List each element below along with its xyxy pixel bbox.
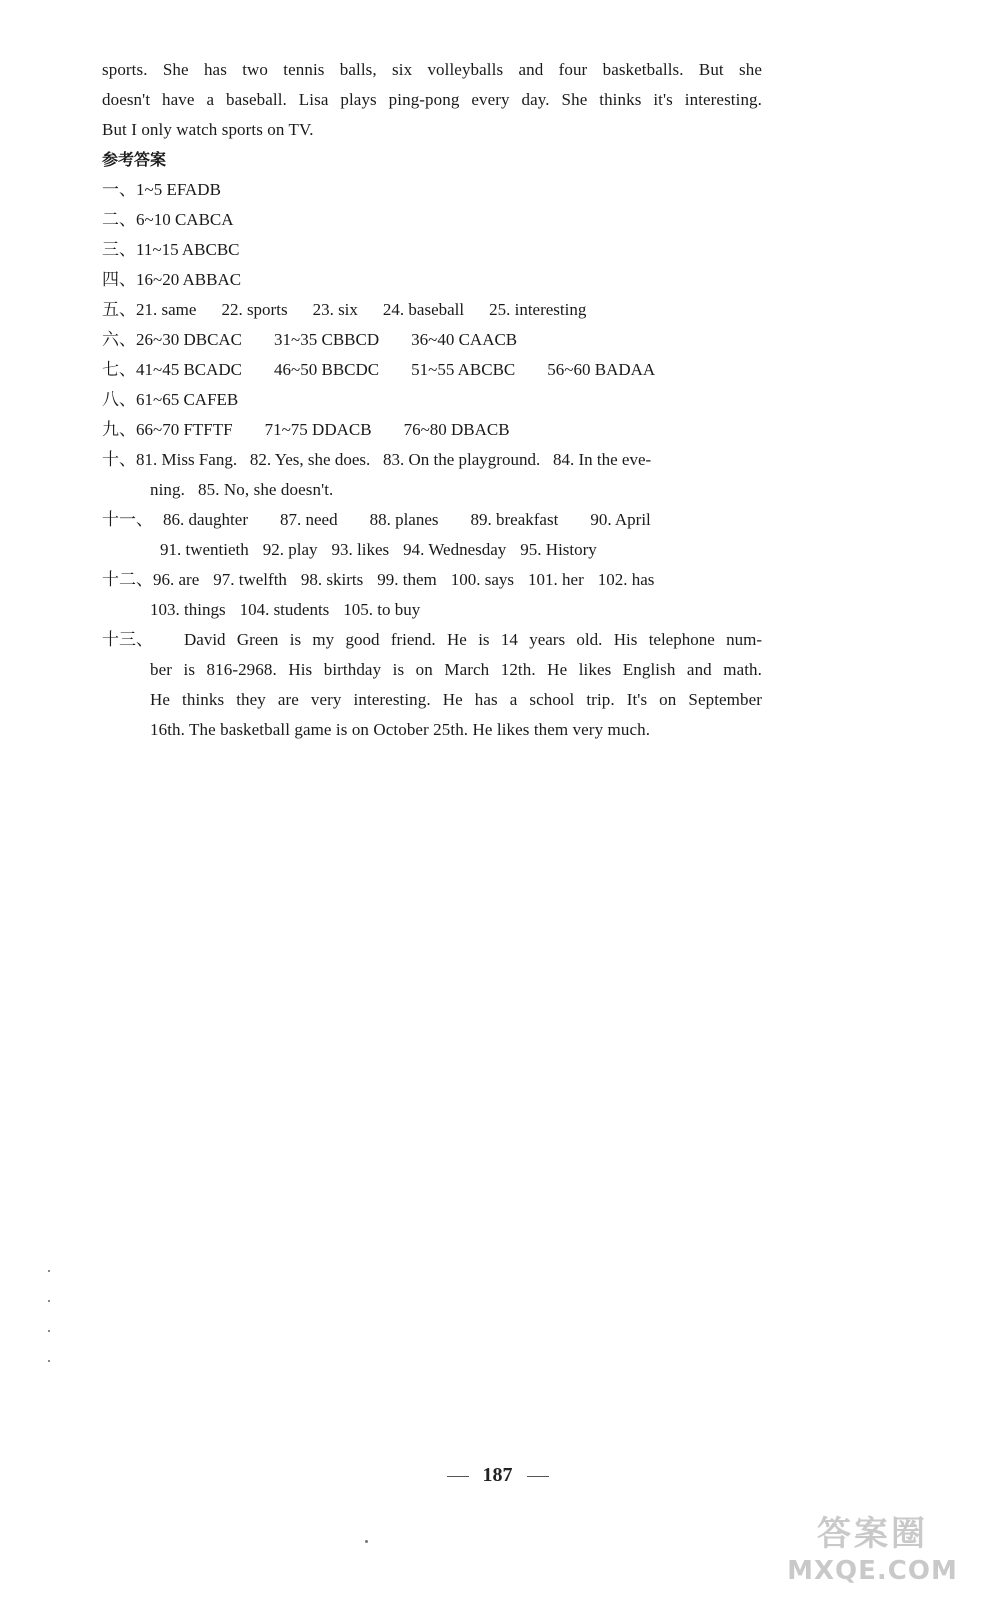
answer-section-13 [102,625,762,655]
answer-item: 96. are [153,570,200,589]
answer-item: 92. play [262,540,318,559]
section-number: 六、 [102,330,136,349]
answer-item: 99. them [377,570,437,589]
answer-section-6 [102,325,762,355]
margin-dot [48,1330,50,1332]
section-number: 三、 [102,240,136,259]
section-number: 十三、 [102,630,153,649]
answer-section-12-continued [102,595,762,625]
answer-section-11 [102,505,762,535]
answer-item: 6~10 CABCA [136,210,234,229]
answer-item: 104. students [239,600,330,619]
answer-line: 81. Miss Fang. 82. Yes, she does. 83. On the playground. 84. In the eve- [136,450,652,469]
answer-section-1 [102,175,762,205]
answer-item: 46~50 BBCDC [274,360,380,379]
answer-item: 102. has [597,570,655,589]
page-number [0,1464,995,1487]
essay-line-1: David Green is my good friend. He is 14 years old. His telephone num- [184,630,762,649]
answer-item: 101. her [528,570,584,589]
dash-right [527,1476,549,1477]
essay-line-3: He thinks they are very interesting. He has a school trip. It's on September [150,690,762,709]
answer-item: 88. planes [369,510,439,529]
answer-item: 61~65 CAFEB [136,390,239,409]
margin-marks [48,1270,54,1390]
section-number: 一、 [102,180,136,199]
passage-line-3: But I only watch sports on TV. [102,120,314,139]
watermark-bottom: MXQE.COM [787,1556,958,1586]
answer-item: 31~35 CBBCD [274,330,380,349]
answer-item: 23. six [312,300,358,319]
section-number: 九、 [102,420,136,439]
answer-item: 25. interesting [489,300,587,319]
answer-section-12 [102,565,762,595]
answer-item: 76~80 DBACB [403,420,510,439]
answer-item: 103. things [150,600,226,619]
section-number: 八、 [102,390,136,409]
answers-heading: 参考答案 [102,150,167,169]
answer-section-4 [102,265,762,295]
margin-dot [48,1300,50,1302]
answer-item: 98. skirts [300,570,364,589]
answer-line-continued: ning. 85. No, she doesn't. [150,480,334,499]
section-number: 十二、 [102,570,153,589]
section-number: 五、 [102,300,136,319]
answer-section-11-continued [102,535,762,565]
answer-item: 89. breakfast [470,510,559,529]
section-number: 四、 [102,270,136,289]
answer-item: 36~40 CAACB [411,330,518,349]
stray-dot [365,1540,368,1543]
answer-item: 94. Wednesday [403,540,507,559]
passage-line-2: doesn't have a baseball. Lisa plays ping-pong every day. She thinks it's interesting. [102,90,762,109]
answer-item: 1~5 EFADB [136,180,221,199]
answer-item: 100. says [450,570,515,589]
section-number: 十一、 [102,510,153,529]
margin-dot [48,1270,50,1272]
answer-section-7 [102,355,762,385]
watermark-top: 答案圈 [817,1514,928,1554]
section-number: 十、 [102,450,136,469]
dash-left [447,1476,469,1477]
answer-text-block [102,55,762,745]
section-number: 二、 [102,210,136,229]
answer-section-5 [102,295,762,325]
watermark-logo [770,1512,975,1592]
answer-item: 16~20 ABBAC [136,270,242,289]
answer-item: 11~15 ABCBC [136,240,240,259]
page-number-text: 187 [482,1464,513,1486]
answer-item: 91. twentieth [160,540,249,559]
answer-item: 26~30 DBCAC [136,330,243,349]
answer-item: 22. sports [221,300,288,319]
answer-item: 90. April [590,510,651,529]
answer-item: 21. same [136,300,197,319]
answer-item: 41~45 BCADC [136,360,243,379]
answer-item: 56~60 BADAA [547,360,656,379]
answer-item: 105. to buy [343,600,421,619]
answer-section-9 [102,415,762,445]
passage-line-1: sports. She has two tennis balls, six volleyballs and four basketballs. But she [102,60,762,79]
answer-item: 93. likes [331,540,390,559]
answer-item: 95. History [520,540,597,559]
answer-item: 51~55 ABCBC [411,360,516,379]
answer-item: 71~75 DDACB [264,420,372,439]
margin-dot [48,1360,50,1362]
answer-item: 87. need [279,510,338,529]
answer-section-3 [102,235,762,265]
answer-section-8 [102,385,762,415]
section-number: 七、 [102,360,136,379]
answer-item: 86. daughter [163,510,248,529]
answer-section-2 [102,205,762,235]
essay-line-2: ber is 816-2968. His birthday is on March 12th. He likes English and math. [150,660,762,679]
answer-item: 24. baseball [382,300,465,319]
essay-line-4: 16th. The basketball game is on October 25th. He likes them very much. [150,720,651,739]
answer-section-10 [102,445,762,475]
answer-item: 66~70 FTFTF [136,420,233,439]
answer-item: 97. twelfth [213,570,287,589]
